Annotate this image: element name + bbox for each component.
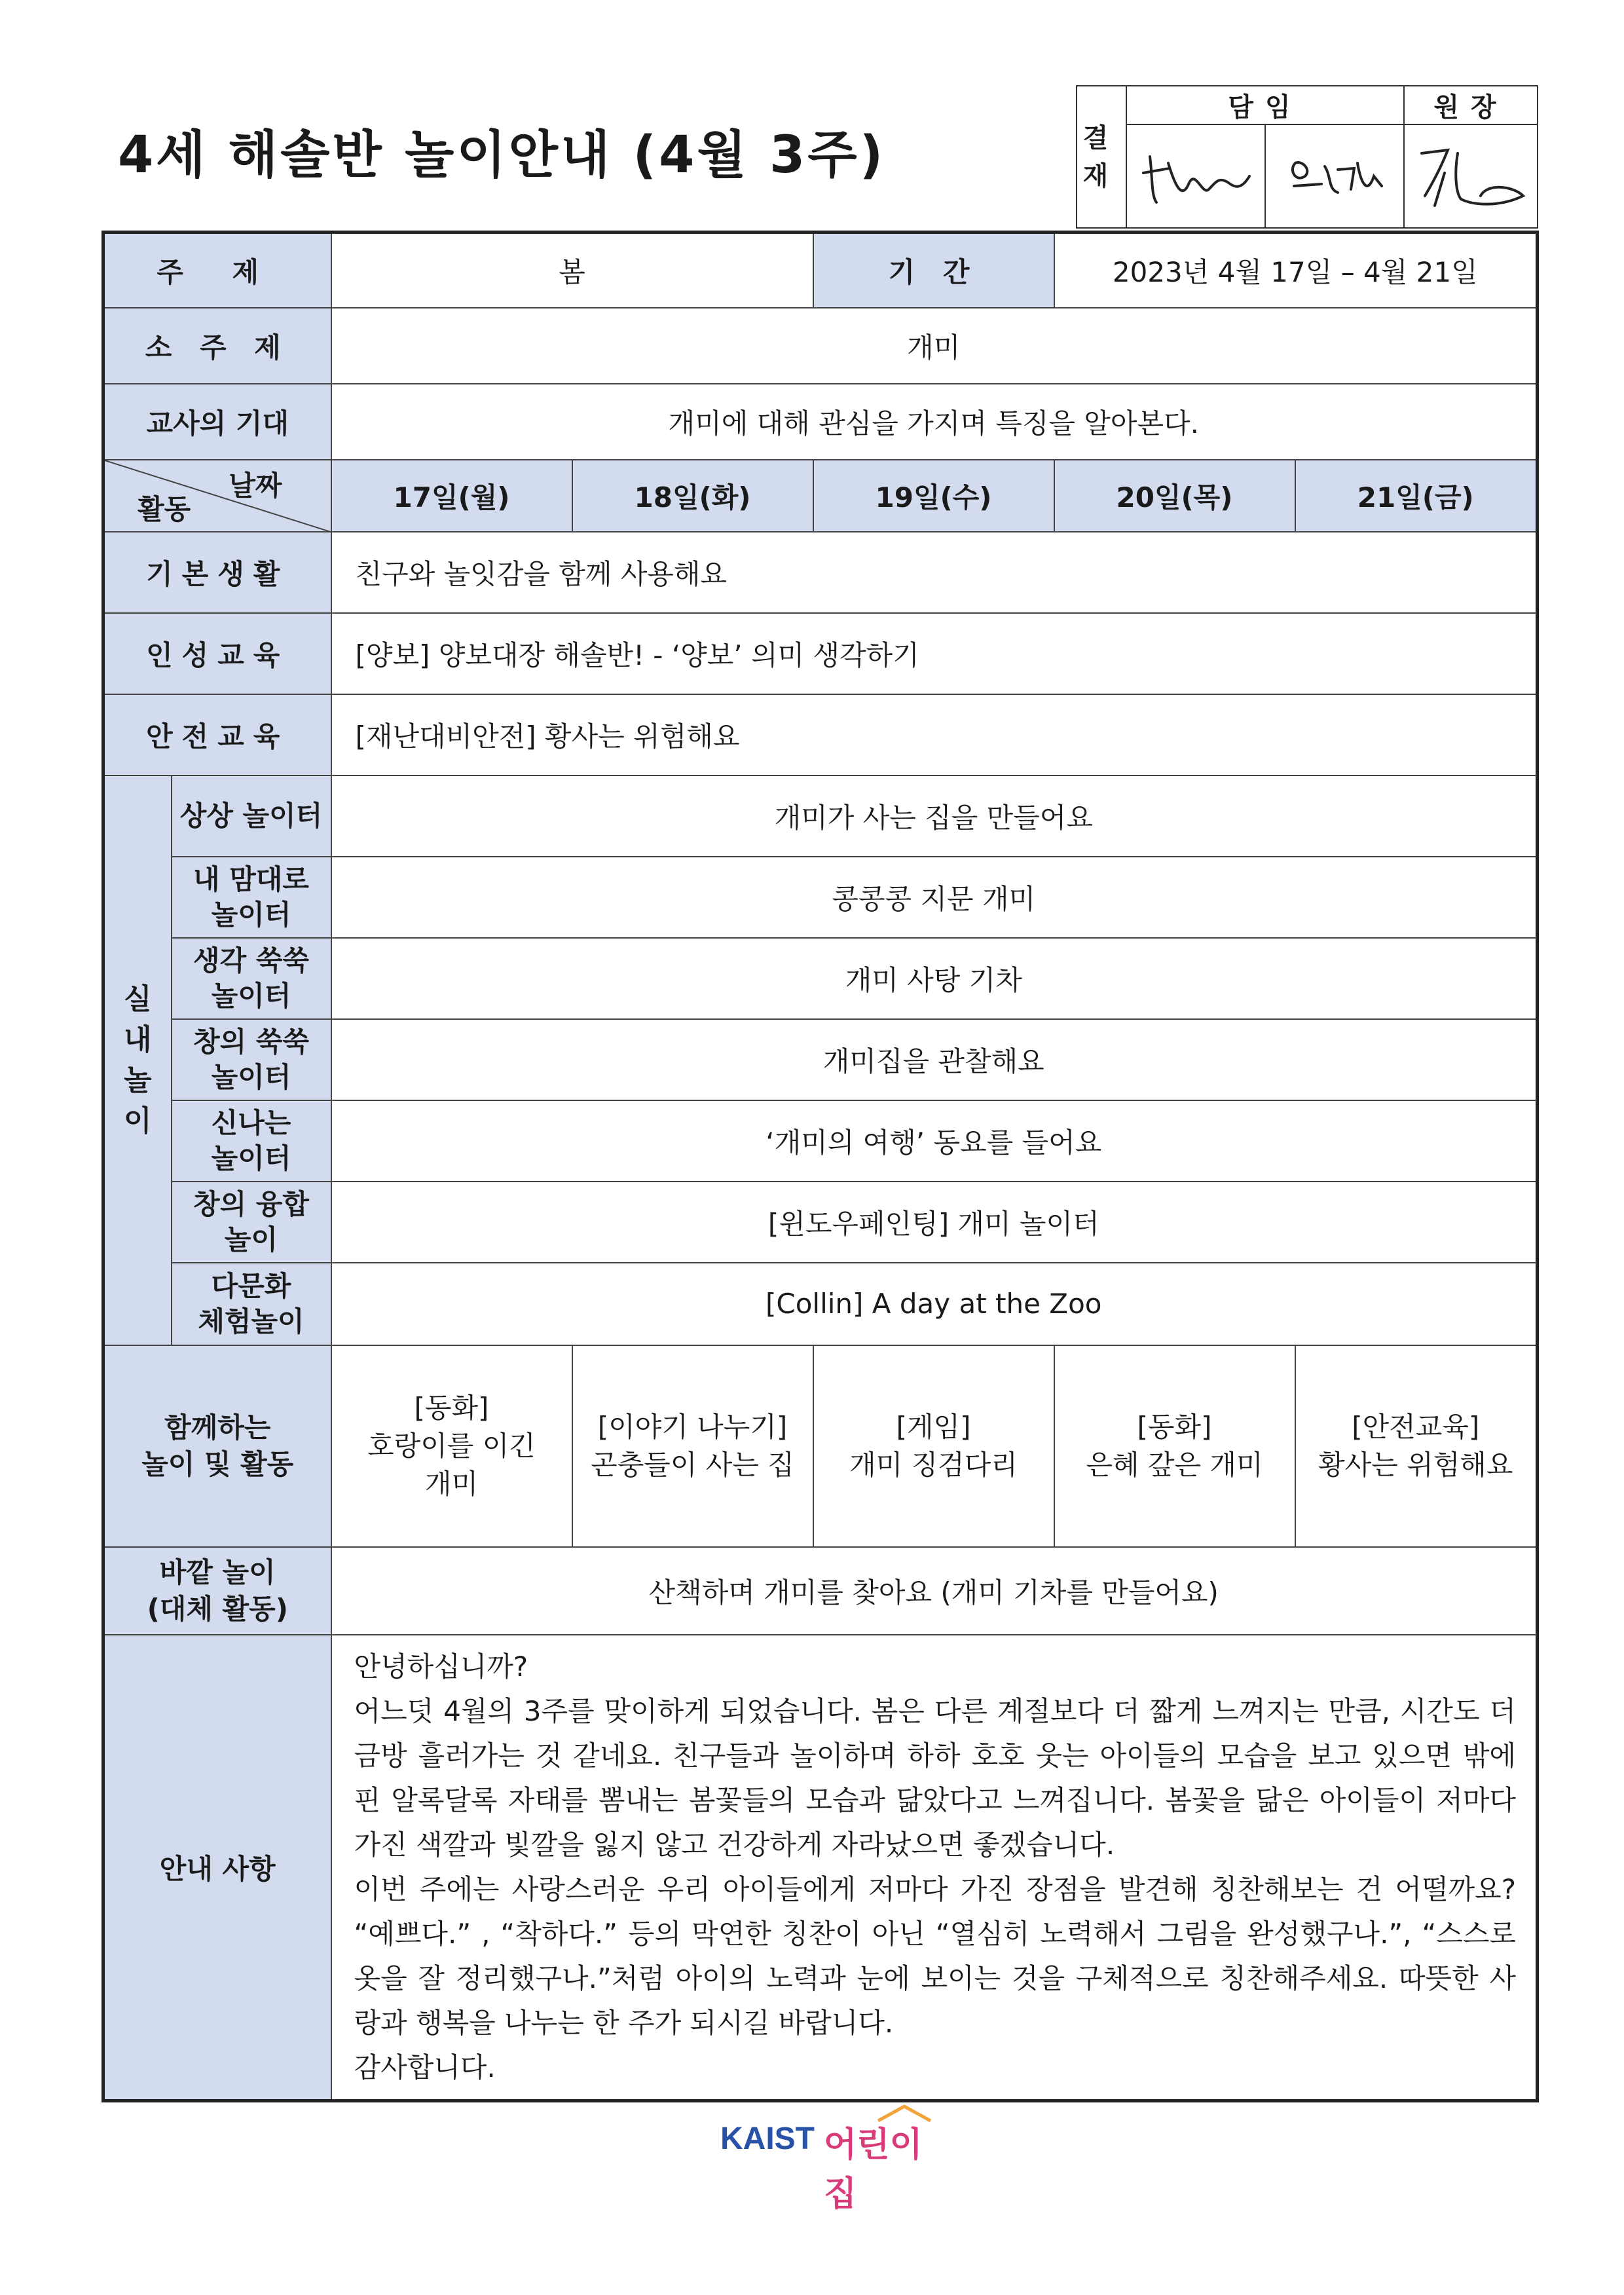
page-title: 4세 해솔반 놀이안내 (4월 3주): [118, 126, 886, 185]
basic-life-label: 기본생활: [103, 532, 331, 613]
weekly-plan-table: [101, 231, 1539, 2102]
subtopic-label: 소 주 제: [103, 308, 331, 384]
together-activity: [안전교육] 황사는 위험해요: [1295, 1345, 1538, 1547]
outdoor-value: 산책하며 개미를 찾아요 (개미 기차를 만들어요): [331, 1547, 1538, 1635]
approval-box: [1076, 85, 1538, 229]
period-value: 2023년 4월 17일 – 4월 21일: [1054, 233, 1538, 308]
house-roof-icon: [875, 2104, 934, 2122]
indoor-area-value: 개미집을 관찰해요: [331, 1019, 1538, 1100]
teacher-signature-2: [1265, 124, 1404, 228]
basic-life-value: 친구와 놀잇감을 함께 사용해요: [331, 532, 1538, 613]
indoor-area-label: 상상 놀이터: [172, 775, 331, 857]
safety-edu-value: [재난대비안전] 황사는 위험해요: [331, 694, 1538, 775]
together-activity: [동화] 호랑이를 이긴 개미: [331, 1345, 572, 1547]
theme-label: 주 제: [103, 233, 331, 308]
teacher-header: 담임: [1126, 86, 1404, 124]
notice-paragraph: 어느덧 4월의 3주를 맞이하게 되었습니다. 봄은 다른 계절보다 더 짧게 느껴지는 만큼, 시간도 더 금방 흘러가는 것 같네요. 친구들과 놀이하며 하하 호호 웃는 아이들의 모습을 보고 있으면 밖에 핀 알록달록 자태를 뽐내는 봄꽃들의 모습과 닮았다고 느껴집니다. 봄꽃을 닮은 아이들이 저마다 가진 색깔과 빛깔을 잃지 않고 건강하게 자라났으면 좋겠습니다.: [354, 1694, 1517, 1861]
date-activity-corner: [103, 460, 331, 532]
day-header: 20일(목): [1054, 460, 1295, 532]
indoor-area-label: 창의 융합 놀이: [172, 1182, 331, 1263]
notice-paragraph: 이번 주에는 사랑스러운 우리 아이들에게 저마다 가진 장점을 발견해 칭찬해보는 건 어떨까요? “예쁘다.” , “착하다.” 등의 막연한 칭찬이 아닌 “열심히 노력해서 그림을 완성했구나.”, “스스로 옷을 잘 정리했구나.”처럼 아이의 노력과 눈에 보이는 것을 구체적으로 칭찬해주세요. 따뜻한 사랑과 행복을 나누는 한 주가 되시길 바랍니다.: [354, 1873, 1517, 2039]
corner-activity-label: 활동: [138, 493, 191, 525]
notice-paragraph: 감사합니다.: [354, 2051, 496, 2083]
outdoor-label: 바깥 놀이 (대체 활동): [103, 1547, 331, 1635]
day-header: 19일(수): [813, 460, 1054, 532]
indoor-area-value: ‘개미의 여행’ 동요를 들어요: [331, 1100, 1538, 1182]
character-edu-value: [양보] 양보대장 해솔반! - ‘양보’ 의미 생각하기: [331, 613, 1538, 694]
indoor-area-label: 내 맘대로 놀이터: [172, 857, 331, 938]
together-activity: [동화] 은혜 갚은 개미: [1054, 1345, 1295, 1547]
logo-name: 어린이집: [824, 2125, 923, 2214]
together-activity: [이야기 나누기] 곤충들이 사는 집: [572, 1345, 813, 1547]
day-header: 18일(화): [572, 460, 813, 532]
subtopic-value: 개미: [331, 308, 1538, 384]
corner-date-label: 날짜: [229, 469, 282, 502]
director-header: 원장: [1404, 86, 1538, 124]
safety-edu-label: 안전교육: [103, 694, 331, 775]
theme-value: 봄: [331, 233, 813, 308]
indoor-area-label: 신나는 놀이터: [172, 1100, 331, 1182]
indoor-area-label: 다문화 체험놀이: [172, 1263, 331, 1345]
together-label: 함께하는 놀이 및 활동: [103, 1345, 331, 1547]
signature-icon: [1137, 137, 1255, 215]
director-signature: [1404, 124, 1538, 228]
signature-icon: [1409, 134, 1533, 219]
expectation-label: 교사의 기대: [103, 384, 331, 460]
indoor-area-value: [Collin] A day at the Zoo: [331, 1263, 1538, 1345]
indoor-play-label: 실 내 놀 이: [103, 775, 172, 1345]
indoor-area-label: 창의 쑥쑥 놀이터: [172, 1019, 331, 1100]
together-activity: [게임] 개미 징검다리: [813, 1345, 1054, 1547]
indoor-area-value: 개미가 사는 집을 만들어요: [331, 775, 1538, 857]
notice-label: 안내 사항: [103, 1635, 331, 2101]
day-header: 17일(월): [331, 460, 572, 532]
day-header: 21일(금): [1295, 460, 1538, 532]
notice-body: [331, 1635, 1538, 2101]
signature-icon: [1276, 137, 1393, 215]
indoor-area-value: [윈도우페인팅] 개미 놀이터: [331, 1182, 1538, 1263]
teacher-signature-1: [1126, 124, 1265, 228]
indoor-area-value: 개미 사탕 기차: [331, 938, 1538, 1019]
logo-brand: KAIST: [720, 2121, 815, 2156]
approval-label: 결 재: [1077, 86, 1126, 228]
indoor-area-label: 생각 쑥쑥 놀이터: [172, 938, 331, 1019]
notice-paragraph: 안녕하십니까?: [354, 1650, 528, 1683]
period-label: 기 간: [813, 233, 1054, 308]
expectation-value: 개미에 대해 관심을 가지며 특징을 알아본다.: [331, 384, 1538, 460]
character-edu-label: 인성교육: [103, 613, 331, 694]
indoor-area-value: 콩콩콩 지문 개미: [331, 857, 1538, 938]
kaist-daycare-logo: [720, 2104, 930, 2214]
